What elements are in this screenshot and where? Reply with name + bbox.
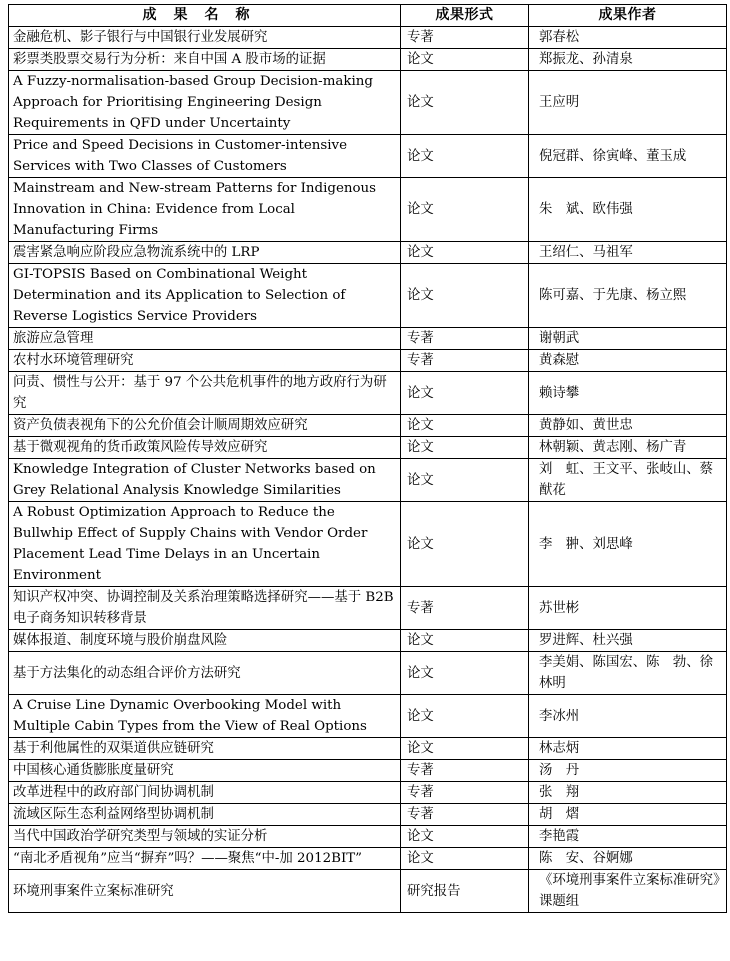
table-row <box>9 437 727 459</box>
table-row <box>9 459 727 502</box>
cell-authors: 王绍仁、马祖军 <box>529 242 727 264</box>
cell-title: 资产负债表视角下的公允价值会计顺周期效应研究 <box>9 415 401 437</box>
cell-title: 当代中国政治学研究类型与领域的实证分析 <box>9 826 401 848</box>
table-row <box>9 264 727 328</box>
cell-form: 论文 <box>401 630 529 652</box>
cell-title: 流域区际生态利益网络型协调机制 <box>9 804 401 826</box>
cell-form: 论文 <box>401 242 529 264</box>
cell-form: 论文 <box>401 502 529 587</box>
table-row <box>9 372 727 415</box>
cell-form: 专著 <box>401 328 529 350</box>
cell-authors: 陈 安、谷婀娜 <box>529 848 727 870</box>
cell-authors: 胡 熠 <box>529 804 727 826</box>
cell-form: 论文 <box>401 264 529 328</box>
cell-form: 论文 <box>401 49 529 71</box>
table-row <box>9 350 727 372</box>
cell-title: 环境刑事案件立案标准研究 <box>9 870 401 913</box>
cell-authors: 王应明 <box>529 71 727 135</box>
cell-authors: 郑振龙、孙清泉 <box>529 49 727 71</box>
table-row <box>9 870 727 913</box>
table-row <box>9 587 727 630</box>
cell-form: 论文 <box>401 415 529 437</box>
cell-authors: 《环境刑事案件立案标准研究》课题组 <box>529 870 727 913</box>
cell-title: “南北矛盾视角”应当“摒弃”吗？——聚焦“中-加 2012BIT” <box>9 848 401 870</box>
table-row <box>9 27 727 49</box>
cell-title: 问责、惯性与公开：基于 97 个公共危机事件的地方政府行为研究 <box>9 372 401 415</box>
cell-authors: 李艳霞 <box>529 826 727 848</box>
cell-authors: 苏世彬 <box>529 587 727 630</box>
cell-authors: 李美娟、陈国宏、陈 勃、徐林明 <box>529 652 727 695</box>
table-row <box>9 848 727 870</box>
cell-authors: 赖诗攀 <box>529 372 727 415</box>
cell-form: 研究报告 <box>401 870 529 913</box>
cell-form: 专著 <box>401 782 529 804</box>
cell-form: 论文 <box>401 652 529 695</box>
cell-form: 论文 <box>401 848 529 870</box>
header-form: 成果形式 <box>401 5 529 27</box>
cell-form: 论文 <box>401 135 529 178</box>
cell-authors: 黄森慰 <box>529 350 727 372</box>
table-row <box>9 328 727 350</box>
cell-title: 媒体报道、制度环境与股价崩盘风险 <box>9 630 401 652</box>
cell-form: 论文 <box>401 372 529 415</box>
cell-form: 论文 <box>401 459 529 502</box>
cell-title: A Fuzzy-normalisation-based Group Decision-making Approach for Prioritising Engineering Design Requirements in QFD under Uncertainty <box>9 71 401 135</box>
table-row <box>9 760 727 782</box>
cell-form: 论文 <box>401 71 529 135</box>
table-row <box>9 71 727 135</box>
cell-form: 论文 <box>401 437 529 459</box>
table-row <box>9 826 727 848</box>
cell-authors: 林朝颖、黄志刚、杨广青 <box>529 437 727 459</box>
cell-title: 金融危机、影子银行与中国银行业发展研究 <box>9 27 401 49</box>
cell-form: 专著 <box>401 804 529 826</box>
cell-authors: 郭春松 <box>529 27 727 49</box>
cell-authors: 汤 丹 <box>529 760 727 782</box>
cell-form: 专著 <box>401 587 529 630</box>
cell-form: 论文 <box>401 826 529 848</box>
cell-title: 基于利他属性的双渠道供应链研究 <box>9 738 401 760</box>
cell-title: 知识产权冲突、协调控制及关系治理策略选择研究——基于 B2B 电子商务知识转移背景 <box>9 587 401 630</box>
cell-authors: 李冰州 <box>529 695 727 738</box>
cell-title: 农村水环境管理研究 <box>9 350 401 372</box>
cell-authors: 李 翀、刘思峰 <box>529 502 727 587</box>
cell-title: 基于微观视角的货币政策风险传导效应研究 <box>9 437 401 459</box>
header-authors: 成果作者 <box>529 5 727 27</box>
table-row <box>9 135 727 178</box>
cell-title: 旅游应急管理 <box>9 328 401 350</box>
table-row <box>9 415 727 437</box>
cell-title: A Robust Optimization Approach to Reduce the Bullwhip Effect of Supply Chains with Vendor Order Placement Lead Time Delays in an Uncertain Environment <box>9 502 401 587</box>
table-row <box>9 178 727 242</box>
table-row <box>9 242 727 264</box>
cell-form: 专著 <box>401 350 529 372</box>
cell-authors: 黄静如、黄世忠 <box>529 415 727 437</box>
cell-form: 论文 <box>401 178 529 242</box>
cell-authors: 张 翔 <box>529 782 727 804</box>
cell-title: 基于方法集化的动态组合评价方法研究 <box>9 652 401 695</box>
cell-title: GI-TOPSIS Based on Combinational Weight Determination and its Application to Selection of Reverse Logistics Service Providers <box>9 264 401 328</box>
cell-form: 专著 <box>401 760 529 782</box>
cell-authors: 倪冠群、徐寅峰、董玉成 <box>529 135 727 178</box>
cell-authors: 谢朝武 <box>529 328 727 350</box>
cell-form: 论文 <box>401 738 529 760</box>
table-row <box>9 782 727 804</box>
table-row <box>9 652 727 695</box>
cell-form: 论文 <box>401 695 529 738</box>
cell-title: 震害紧急响应阶段应急物流系统中的 LRP <box>9 242 401 264</box>
cell-title: Price and Speed Decisions in Customer-intensive Services with Two Classes of Customers <box>9 135 401 178</box>
cell-authors: 陈可嘉、于先康、杨立熙 <box>529 264 727 328</box>
table-row <box>9 49 727 71</box>
results-table <box>8 4 727 913</box>
cell-title: 改革进程中的政府部门间协调机制 <box>9 782 401 804</box>
cell-title: A Cruise Line Dynamic Overbooking Model with Multiple Cabin Types from the View of Real Options <box>9 695 401 738</box>
header-title: 成果名称 <box>9 5 401 27</box>
cell-title: 中国核心通货膨胀度量研究 <box>9 760 401 782</box>
cell-title: 彩票类股票交易行为分析：来自中国 A 股市场的证据 <box>9 49 401 71</box>
cell-authors: 朱 斌、欧伟强 <box>529 178 727 242</box>
table-body <box>9 27 727 913</box>
cell-title: Mainstream and New-stream Patterns for Indigenous Innovation in China: Evidence from Local Manufacturing Firms <box>9 178 401 242</box>
table-row <box>9 738 727 760</box>
table-row <box>9 695 727 738</box>
table-row <box>9 502 727 587</box>
table-row <box>9 630 727 652</box>
header-row <box>9 5 727 27</box>
cell-authors: 罗进辉、杜兴强 <box>529 630 727 652</box>
cell-authors: 林志炳 <box>529 738 727 760</box>
table-row <box>9 804 727 826</box>
cell-authors: 刘 虹、王文平、张岐山、蔡猷花 <box>529 459 727 502</box>
cell-form: 专著 <box>401 27 529 49</box>
cell-title: Knowledge Integration of Cluster Networks based on Grey Relational Analysis Knowledge Similarities <box>9 459 401 502</box>
